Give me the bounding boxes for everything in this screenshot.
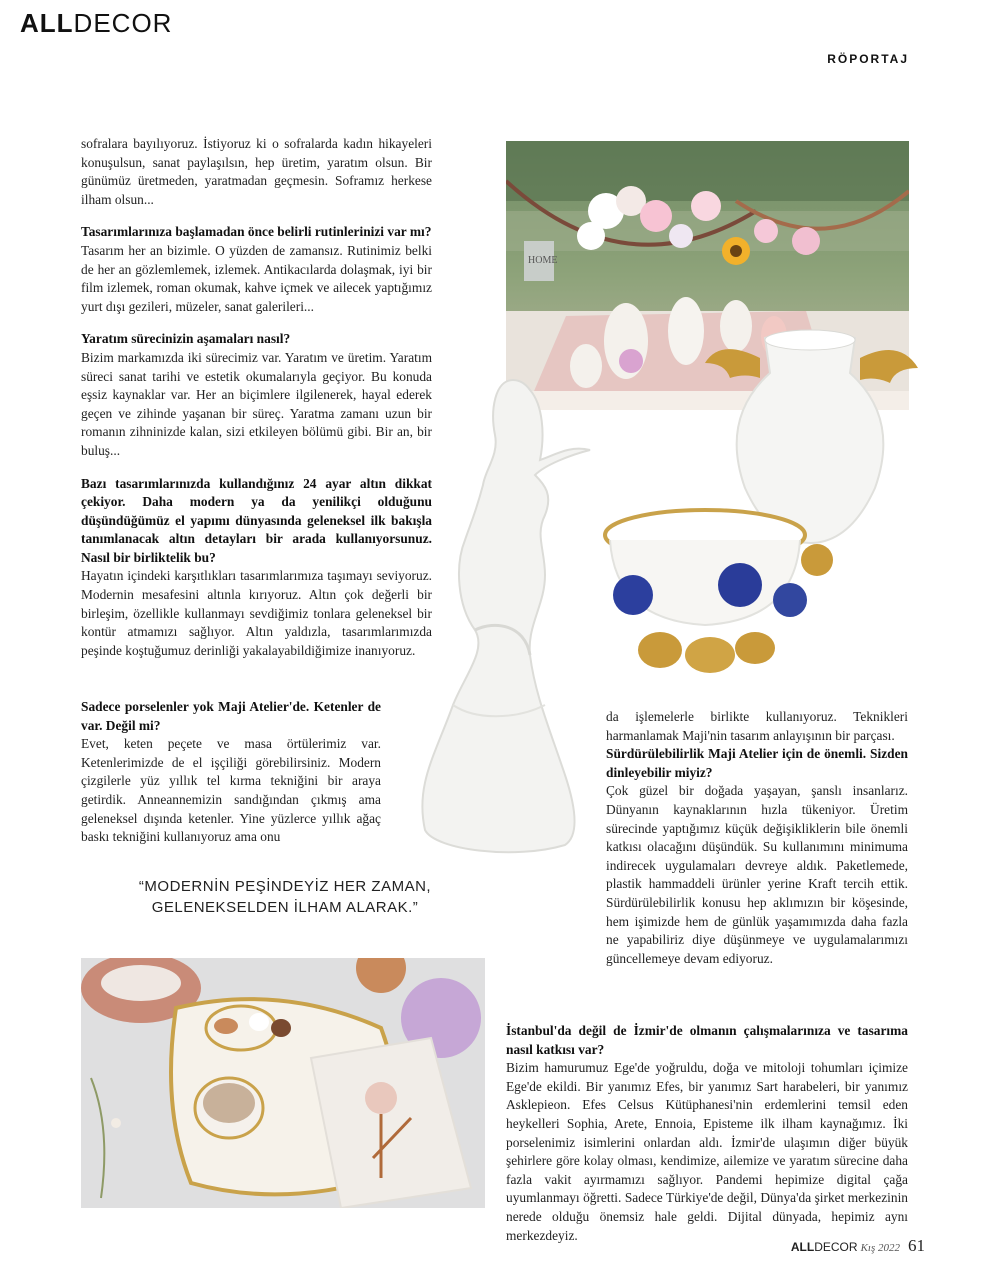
page-number: 61 (908, 1236, 925, 1255)
pull-quote: “MODERNİN PEŞİNDEYİZ HER ZAMAN, GELENEKSELDEN İLHAM ALARAK.” (138, 878, 432, 916)
plate-coffee-photo (81, 958, 485, 1208)
logo-bold: ALL (20, 8, 74, 38)
question-heading: Yaratım sürecinizin aşamaları nasıl? (81, 331, 291, 347)
question-heading: Sadece porselenler yok Maji Atelier'de. Ketenler de var. Değil mi? (81, 699, 381, 733)
answer-text: Çok güzel bir doğada yaşayan, şanslı insanlarız. Dünyanın kaynaklarının hızla tükeniyor. Üretim sürecinde yaptığımız küçük değişikliklerin bile önemli katkısı olacağını düşündük. Su kullanımını minimuma indirecek uygulamaları devreye aldık. Paketlemede, plastik hammaddeli ürünler yerine Kraft tercih ettik. Sürdürülebilirlik konusu hep aklımızın bir köşesinde, hem işimizde hem de günlük yaşamımızda daha fazla ne yapabiliriz diye düşünmeye ve uygulamalarımızı güncellemeye devam ediyoruz. (606, 783, 908, 966)
column-right-upper (606, 708, 908, 968)
section-label: RÖPORTAJ (827, 52, 909, 66)
column-left-lower (81, 698, 381, 847)
answer-text: Hayatın içindeki karşıtlıkları tasarımlarımıza taşımayı seviyoruz. Modernin mesafesini altınla kırıyoruz. Altın çok değerli bir birleşim, özellikle kullanmayı sevdiğimiz tonlara geleneksel bir kontür atmamızı sağlıyor. Altın yaldızla, tasarımlarımızda peşinde koştuğumuz derinliği yakalayabildiğimize inanıyoruz. (81, 568, 432, 658)
paragraph: sofralara bayılıyoruz. İstiyoruz ki o sofralarda kadın hikayeleri konuşulsun, sanat paylaşılsın, hep üretim, yaratım olsun. Bir günümüz üretmeden, yaratmadan geçmesin. Soframız herkese ilham olsun... (81, 136, 432, 207)
answer-text: Evet, keten peçete ve masa örtülerimiz var. Ketenlerimizde de el işçiliği görebilirsiniz. Modern çizgilerle yüz yıllık tel kırma tekniğini bir araya getirdik. Anneannemizin sandığından çıkmış ama geleneksel dışında ketenler. Yine yüzlerce yıllık ağaç baskı tekniğini kullanıyoruz ama onu (81, 736, 381, 845)
svg-text:HOME: HOME (528, 255, 558, 266)
page-footer (791, 1236, 925, 1256)
answer-text: Tasarım her an bizimle. O yüzden de zamansız. Rutinimiz belki de her an gözlemlemek, izlemek. Antikacılarda dolaşmak, iyi bir film izlemek, roman okumak, kahve içmek ve ailecek yaptığımız yurt dışı gezileri, müzeler, sanat galerileri... (81, 242, 432, 314)
footer-issue: Kış 2022 (860, 1242, 900, 1254)
magazine-logo (20, 8, 172, 39)
footer-brand-bold: ALL (790, 1240, 815, 1254)
blue-sphere-bowl-photo (585, 500, 835, 680)
question-heading: Sürdürülebilirlik Maji Atelier için de önemli. Sizden dinleyebilir miyiz? (606, 746, 908, 780)
column-right-lower (506, 1022, 908, 1245)
answer-text: Bizim markamızda iki sürecimiz var. Yaratım ve üretim. Yaratım süreci sanat tarihi ve estetik okumalarıyla geçiyor. Bu konuda eşsiz kaynaklar var. Her an biçimlere ilgilenerek, hayal ederek geçen ve zihinde yaşanan bir süreç. Yaratma zamanı uzun bir romanın zihninizde kalan, sizi etkileyen bölümü gibi. Bir an, bir buluş... (81, 349, 432, 458)
answer-text: Bizim hamurumuz Ege'de yoğruldu, doğa ve mitoloji tohumları içimize Ege'de ekildi. Bir yanımız Efes, bir yanımız Sart harabeleri, bir yanımız Asklepieon. Efes Celsus Kütüphanesi'nin erdemlerini temsil eden heykelleri Sophia, Arete, Ennoia, Episteme ilk ilham kaynağımız. İki porselenimiz isimlerini onlardan aldı. İzmir'de ulaşımın diğer büyük şehirlere göre kolay olması, kendimize, ailemize ve yaratım sürecine daha fazla vakit ayırmamızı sağlıyor. Pandemi hepimize digital çağa uyumlanmayı öğretti. Sadece Türkiye'de değil, Dünya'da şirket merkezinin nerede olduğu önemsiz hale geldi. Dijital dünyada, hepimiz aynı merkezdeyiz. (506, 1060, 908, 1243)
paragraph: da işlemelerle birlikte kullanıyoruz. Teknikleri harmanlamak Maji'nin tasarım anlayışının bir parçası. (606, 709, 908, 743)
question-heading: İstanbul'da değil de İzmir'de olmanın çalışmalarınıza ve tasarıma nasıl katkısı var? (506, 1023, 908, 1057)
column-left (81, 135, 432, 674)
logo-thin: DECOR (73, 8, 173, 38)
question-heading: Tasarımlarınıza başlamadan önce belirli rutinlerinizi var mı? (81, 224, 432, 240)
footer-brand-thin: DECOR (814, 1240, 858, 1254)
question-heading: Bazı tasarımlarınızda kullandığınız 24 ayar altın dikkat çekiyor. Daha modern ya da yenilikçi olduğunu düşündüğümüz el yapımı dünyasında geleneksel ilk bakışla tanımlanacak altın detayları bir arada kullanıyorsunuz. Nasıl bir birliktelik bu? (81, 475, 432, 565)
